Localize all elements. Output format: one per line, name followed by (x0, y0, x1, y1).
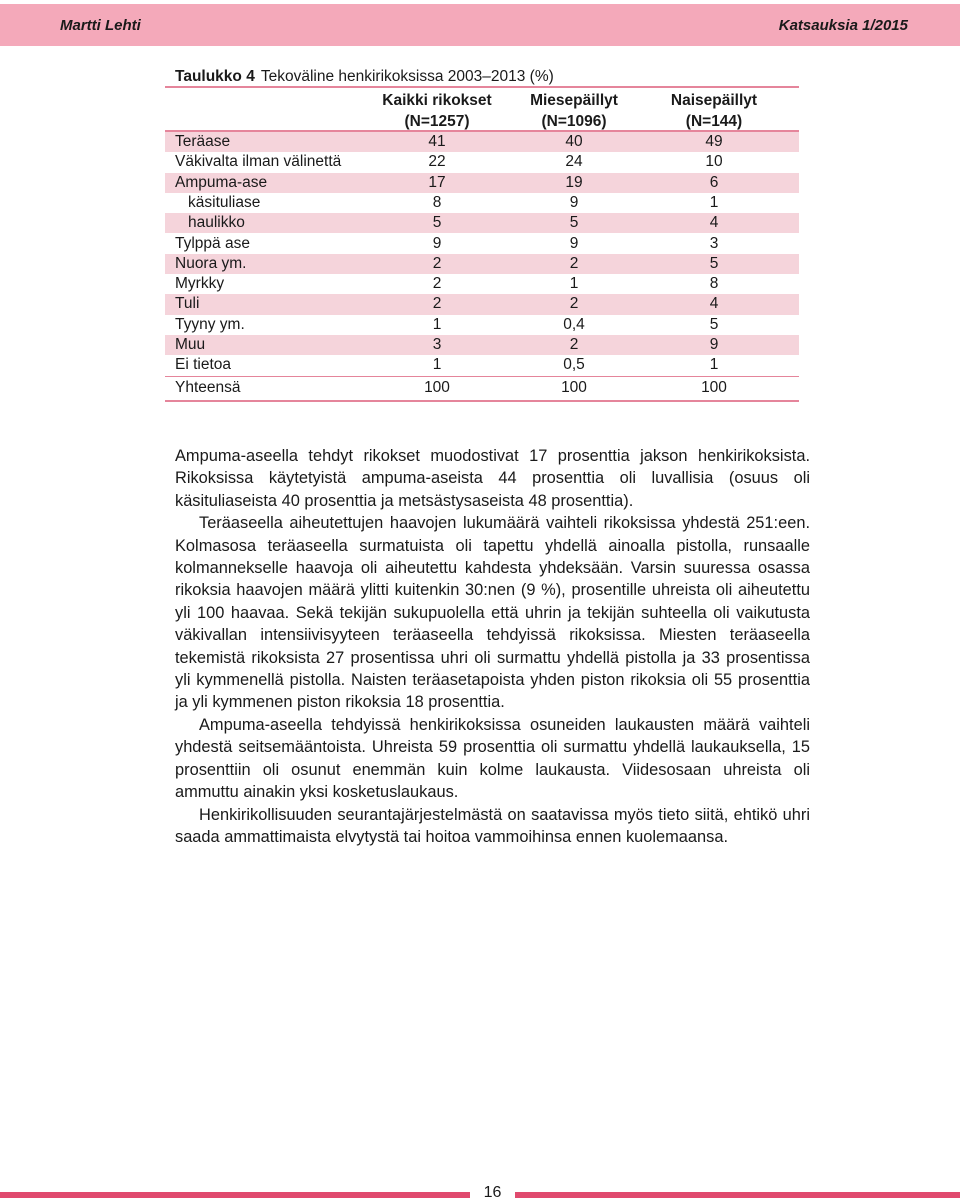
table-row: haulikko 5 5 4 (165, 213, 799, 233)
table-top-rule (165, 86, 799, 88)
table-bottom-rule (165, 400, 799, 402)
paragraph: Ampuma-aseella tehdyissä henkirikoksissa osuneiden laukausten määrä vaihteli yhdestä seitsemääntoista. Uhreista 59 prosenttia oli surmattu yhdellä laukauksella, 15 prosenttiin oli osunut enemmän kuin kolme laukausta. Viidesosaan uhreista oli ammuttu ainakin yksi kosketuslaukaus. (175, 715, 810, 802)
table-row: Ampuma-ase 17 19 6 (165, 173, 799, 193)
body-text (175, 445, 810, 848)
column-header-women: Naisepäillyt (N=144) (670, 92, 758, 130)
table-row: Myrkky 2 1 8 (175, 275, 719, 293)
table-row-total: Yhteensä 100 100 100 (175, 379, 727, 396)
table-row: Teräase 41 40 49 (165, 132, 799, 152)
table-row: käsituliase 8 9 1 (188, 193, 719, 211)
footer-rule-right (515, 1192, 960, 1198)
table-caption (175, 68, 554, 86)
paragraph: Henkirikollisuuden seurantajärjestelmästä on saatavissa myös tieto siitä, ehtikö uhri saada ammattimaista elvytystä tai hoitoa vammoihinsa ennen kuolemaansa. (175, 805, 810, 846)
table-row: Ei tietoa 1 0,5 1 (175, 356, 719, 374)
table-caption-text: Tekoväline henkirikoksissa 2003–2013 (%) (260, 68, 554, 85)
header-author: Martti Lehti (60, 17, 141, 34)
table-row: Tuli 2 2 4 (165, 294, 799, 314)
page-number: 16 (483, 1184, 502, 1201)
header-series: Katsauksia 1/2015 (778, 17, 908, 34)
table-row: Tyyny ym. 1 0,4 5 (175, 315, 719, 333)
column-header-all: Kaikki rikokset (N=1257) (382, 92, 492, 130)
table-row: Muu 3 2 9 (165, 335, 799, 355)
table-caption-label: Taulukko 4 (175, 68, 255, 85)
table-row: Väkivalta ilman välinettä 22 24 10 (175, 153, 723, 171)
paragraph: Ampuma-aseella tehdyt rikokset muodostivat 17 prosenttia jakson henkirikoksista. Rikoksissa käytetyistä ampuma-aseista 44 prosenttia oli luvallisia (osuus oli käsituliaseista 40 prosenttia ja metsästysaseista 48 prosenttia). (175, 447, 810, 510)
table-total-rule (165, 376, 799, 377)
paragraph: Teräaseella aiheutettujen haavojen lukumäärä vaihteli rikoksissa yhdestä 251:een. Kolmasosa teräaseella surmatuista oli tapettu yhdellä ainoalla pistolla, runsaalle kolmannekselle haavoja oli aiheutettu kahdesta yhdeksään. Varsin suuressa osassa rikoksia haavojen määrä ylitti kuitenkin 30:nen (9 %), prosentille uhreista oli aiheutettu yli 100 haavaa. Sekä tekijän sukupuolella että uhrin ja tekijän suhteella oli vaikutusta väkivallan intensiivisyyteen teräaseella tehdyissä rikoksissa. Miesten teräaseella tekemistä rikoksista 27 prosentissa uhri oli surmattu yhdellä pistolla ja 33 prosentissa yli kymmenellä pistolla. Naisten teräasetapoista yhden piston rikoksia oli 55 prosenttia ja yli kymmenen piston rikoksia 18 prosenttia. (175, 514, 810, 712)
table-row: Tylppä ase 9 9 3 (175, 234, 719, 252)
table-row: Nuora ym. 2 2 5 (165, 254, 799, 274)
column-header-men: Miesepäillyt (N=1096) (530, 92, 618, 130)
footer-rule-left (0, 1192, 470, 1198)
